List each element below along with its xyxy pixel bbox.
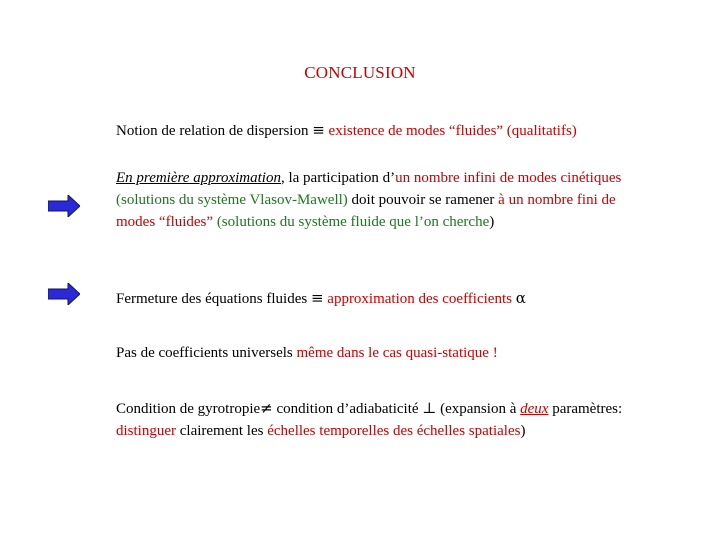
text-segment: condition d’adiabaticité: [272, 401, 423, 417]
text-segment: échelles temporelles des échelles spatiales: [267, 423, 521, 439]
text-segment: , la participation d’: [280, 170, 396, 186]
paragraph-gyrotropy: [116, 397, 656, 442]
equivalence-symbol: ≡: [310, 289, 324, 307]
text-segment: (solutions du système fluide que l’on cherche: [213, 214, 490, 230]
slide-title: CONCLUSION: [304, 63, 416, 82]
text-segment: existence de modes “fluides” (qualitatifs): [324, 123, 577, 139]
text-segment: En première approximation: [116, 170, 281, 186]
text-segment: approximation des coefficients: [323, 291, 516, 307]
paragraph-closure: [116, 287, 656, 310]
text-segment: paramètres:: [548, 401, 623, 417]
not-equal-symbol: ≠: [260, 399, 273, 417]
text-segment: un nombre infini de modes cinétiques: [395, 170, 622, 186]
right-arrow-icon: [48, 283, 80, 305]
text-segment: clairement les: [176, 423, 268, 439]
text-segment: à un nombre fini de modes “fluides”: [116, 192, 616, 230]
text-segment: Pas de coefficients universels: [116, 345, 297, 361]
text-segment: distinguer: [116, 423, 176, 439]
text-segment: (expansion à: [436, 401, 521, 417]
text-segment: même dans le cas quasi-statique !: [296, 345, 498, 361]
paragraph-dispersion: [116, 119, 656, 142]
alpha-symbol: α: [515, 289, 526, 307]
text-segment: Notion de relation de dispersion: [116, 123, 313, 139]
text-segment: (solutions du système Vlasov-Mawell): [116, 192, 352, 208]
text-segment: doit pouvoir se ramener: [351, 192, 499, 208]
equivalence-symbol: ≡: [312, 121, 325, 139]
right-arrow-icon: [48, 195, 80, 217]
paragraph-universal-coefficients: [116, 342, 656, 364]
perpendicular-symbol: ⊥: [422, 399, 437, 417]
text-segment: ): [489, 214, 495, 230]
text-segment: Fermeture des équations fluides: [116, 291, 311, 307]
paragraph-approximation: [116, 167, 656, 233]
text-segment: ): [520, 423, 526, 439]
text-segment: Condition de gyrotropie: [116, 401, 261, 417]
text-segment: deux: [520, 401, 549, 417]
